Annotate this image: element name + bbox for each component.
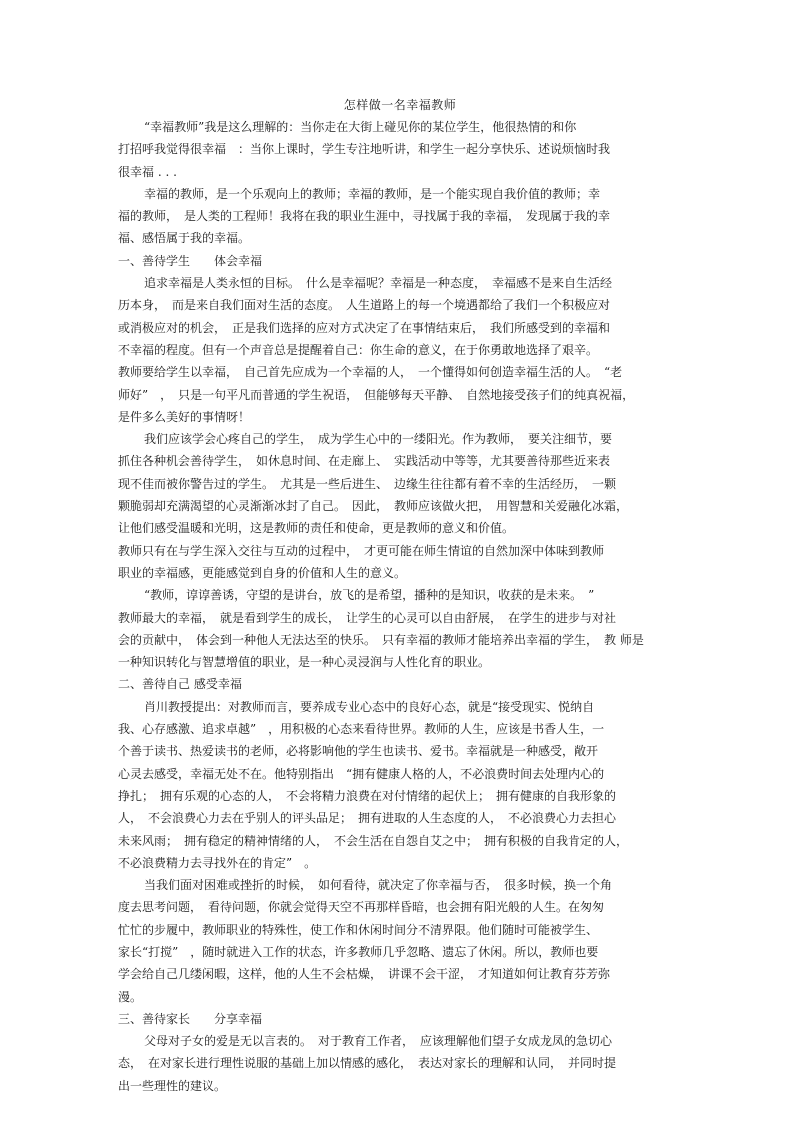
text-line: 会的贡献中， 体会到一种他人无法达至的快乐。 只有幸福的教师才能培养出幸福的学生， 教 师是 [118,632,644,647]
text-line: 让他们感受温暖和光明，这是教师的责任和使命，更是教师的意义和价值。 [118,521,515,536]
text-line: 教师最大的幸福， 就是看到学生的成长， 让学生的心灵可以自由舒展， 在学生的进步与对社 [118,610,617,625]
text-line: 家长“打搅” ，随时就进入工作的状态，许多教师几乎忽略、遗忘了休闲。所以，教师也要 [118,944,599,959]
text-line: 挣扎； 拥有乐观的心态的人， 不会将精力浪费在对付情绪的起伏上； 拥有健康的自我形象的 [118,788,617,803]
text-line: 三、善待家长 分享幸福 [118,1011,263,1026]
text-line: 教师要给学生以幸福， 自己首先应成为一个幸福的人， 一个懂得如何创造幸福生活的人。 “老 [118,365,623,380]
text-line: 人， 不会浪费心力去在乎别人的评头品足； 拥有进取的人生态度的人， 不必浪费心力去担心 [118,811,617,826]
text-line: 师好” ， 只是一句平凡而普通的学生祝语， 但能够每天平静、 自然地接受孩子们的纯真祝福， [118,387,635,402]
text-line: 肖川教授提出：对教师而言，要养成专业心态中的良好心态，就是“接受现实、悦纳自 [144,699,595,714]
text-line: 未来风雨； 拥有稳定的精神情绪的人， 不会生活在自怨自艾之中； 拥有积极的自我肯定的人， [118,833,629,848]
document-title: 怎样做一名幸福教师 [343,98,457,112]
text-line: 历本身， 而是来自我们面对生活的态度。 人生道路上的每一个境遇都给了我们一个积极应对 [118,298,611,313]
text-line: 二、善待自己 感受幸福 [118,677,242,692]
text-line: 教师只有在与学生深入交往与互动的过程中， 才更可能在师生情谊的自然加深中体味到教师 [118,543,605,558]
text-line: 很幸福 . . . [118,164,177,179]
document-body [118,116,678,1097]
text-line: 福的教师， 是人类的工程师！我将在我的职业生涯中，寻找属于我的幸福， 发现属于我的幸 [118,209,611,224]
text-line: 颗脆弱却充满渴望的心灵渐渐冰封了自己。 因此， 教师应该做火把， 用智慧和关爱融化冰霜， [118,499,629,514]
text-line: 度去思考问题， 看待问题，你就会觉得天空不再那样昏暗，也会拥有阳光般的人生。在匆匆 [118,900,605,915]
text-line: 态， 在对家长进行理性说服的基础上加以情感的感化， 表达对家长的理解和认同， 并同时提 [118,1056,617,1071]
text-line: 福、感悟属于我的幸福。 [118,231,251,246]
text-line: 不必浪费精力去寻找外在的肯定” 。 [118,855,317,870]
text-line: “教师，谆谆善诱，守望的是讲台，放飞的是希望，播种的是知识，收获的是未来。 ” [144,588,595,603]
text-line: 我们应该学会心疼自己的学生， 成为学生心中的一缕阳光。作为教师， 要关注细节，要 [144,432,613,447]
text-line: 学会给自己几缕闲暇，这样，他的人生不会枯燥， 讲课不会干涩， 才知道如何让教育芬芳弥 [118,967,611,982]
text-line: 一种知识转化与智慧增值的职业，是一种心灵浸润与人性化育的职业。 [118,655,491,670]
text-line: 父母对子女的爱是无以言表的。 对于教育工作者， 应该理解他们望子女成龙凤的急切心 [144,1034,613,1049]
text-line: 心灵去感受，幸福无处不在。他特别指出 “拥有健康人格的人，不必浪费时间去处理内心的 [118,766,605,781]
text-line: 忙忙的步履中，教师职业的特殊性，使工作和休闲时间分不清界限。他们随时可能被学生、 [118,922,599,937]
text-line: “幸福教师”我是这么理解的：当你走在大街上碰见你的某位学生，他很热情的和你 [144,120,577,134]
text-line: 是件多么美好的事情呀！ [118,409,251,424]
text-line: 一、善待学生 体会幸福 [118,253,263,268]
text-line: 抓住各种机会善待学生， 如休息时间、在走廊上、 实践活动中等等，尤其要善待那些近来表 [118,454,611,469]
text-line: 当我们面对困难或挫折的时候， 如何看待，就决定了你幸福与否， 很多时候，换一个角 [144,878,613,893]
text-line: 个善于读书、热爱读书的老师，必将影响他的学生也读书、爱书。幸福就是一种感受，敞开 [118,744,599,759]
text-line: 现不佳而被你警告过的学生。 尤其是一些后进生、 边缘生往往都有着不幸的生活经历， 一颗 [118,476,617,491]
text-line: 漫。 [118,989,143,1004]
text-line: 幸福的教师，是一个乐观向上的教师；幸福的教师，是一个能实现自我价值的教师；幸 [144,186,601,201]
text-line: 职业的幸福感，更能感觉到自身的价值和人生的意义。 [118,565,407,580]
text-line: 不幸福的程度。但有一个声音总是提醒着自己：你生命的意义，在于你勇敢地选择了艰辛。 [118,342,599,357]
text-line: 我、心存感激、追求卓越” ，用积极的心态来看待世界。教师的人生，应该是书香人生，一 [118,722,605,737]
text-line: 打招呼我觉得很幸福 ：当你上课时，学生专注地听讲，和学生一起分享快乐、述说烦恼时我 [118,142,611,157]
text-line: 出一些理性的建议。 [118,1078,227,1093]
text-line: 追求幸福是人类永恒的目标。 什么是幸福呢？幸福是一种态度， 幸福感不是来自生活经 [144,276,613,291]
text-line: 或消极应对的机会， 正是我们选择的应对方式决定了在事情结束后， 我们所感受到的幸福和 [118,320,611,335]
